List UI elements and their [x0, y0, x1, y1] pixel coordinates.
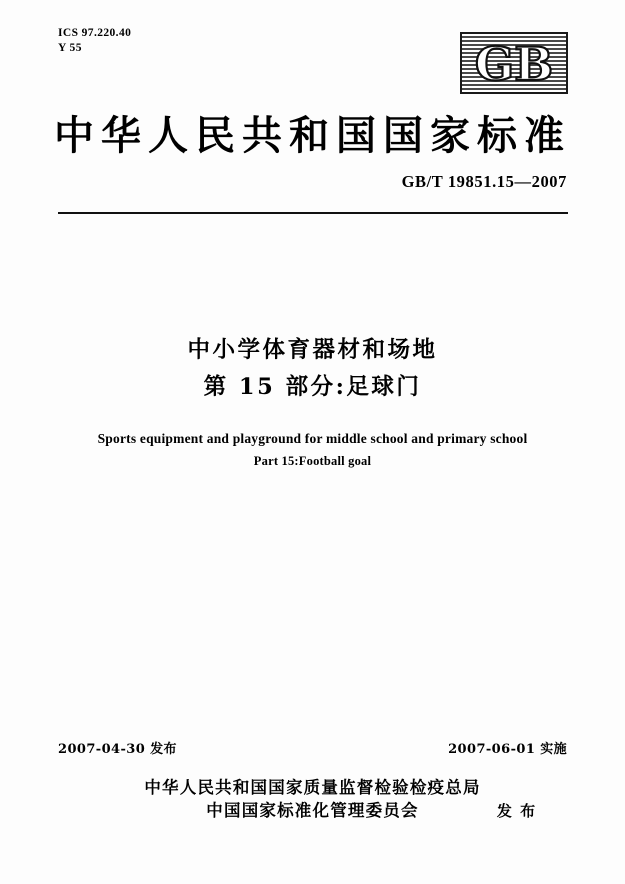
gb-emblem-icon: [460, 32, 568, 94]
document-english-title: [0, 428, 625, 472]
cover-header: [58, 26, 568, 98]
english-title-line2: Part 15:Football goal: [253, 454, 372, 468]
document-title-line2: 第 15 部分:足球门: [203, 374, 422, 400]
publisher-block: [0, 776, 625, 822]
effective-date: 2007-06-01 实施: [448, 742, 567, 757]
date-row: [58, 738, 567, 757]
publisher-action: 发 布: [496, 802, 537, 820]
standard-number: GB/T 19851.15—2007: [401, 172, 567, 191]
issue-date: 2007-04-30 发布: [58, 742, 177, 757]
svg-text:GB: GB: [474, 37, 554, 91]
classification-code: Y 55: [58, 42, 82, 54]
publisher-line2: 中国国家标准化管理委员会: [206, 801, 419, 820]
page-title: 中华人民共和国国家标准: [54, 112, 571, 159]
header-divider: [58, 212, 568, 214]
english-title-line1: Sports equipment and playground for middle school and primary school: [97, 431, 528, 446]
ics-classification-block: [58, 26, 131, 56]
document-title: [0, 332, 625, 406]
publisher-line1: 中华人民共和国国家质量监督检验检疫总局: [144, 778, 481, 797]
ics-code: ICS 97.220.40: [58, 27, 132, 39]
document-title-line1: 中小学体育器材和场地: [187, 337, 438, 363]
